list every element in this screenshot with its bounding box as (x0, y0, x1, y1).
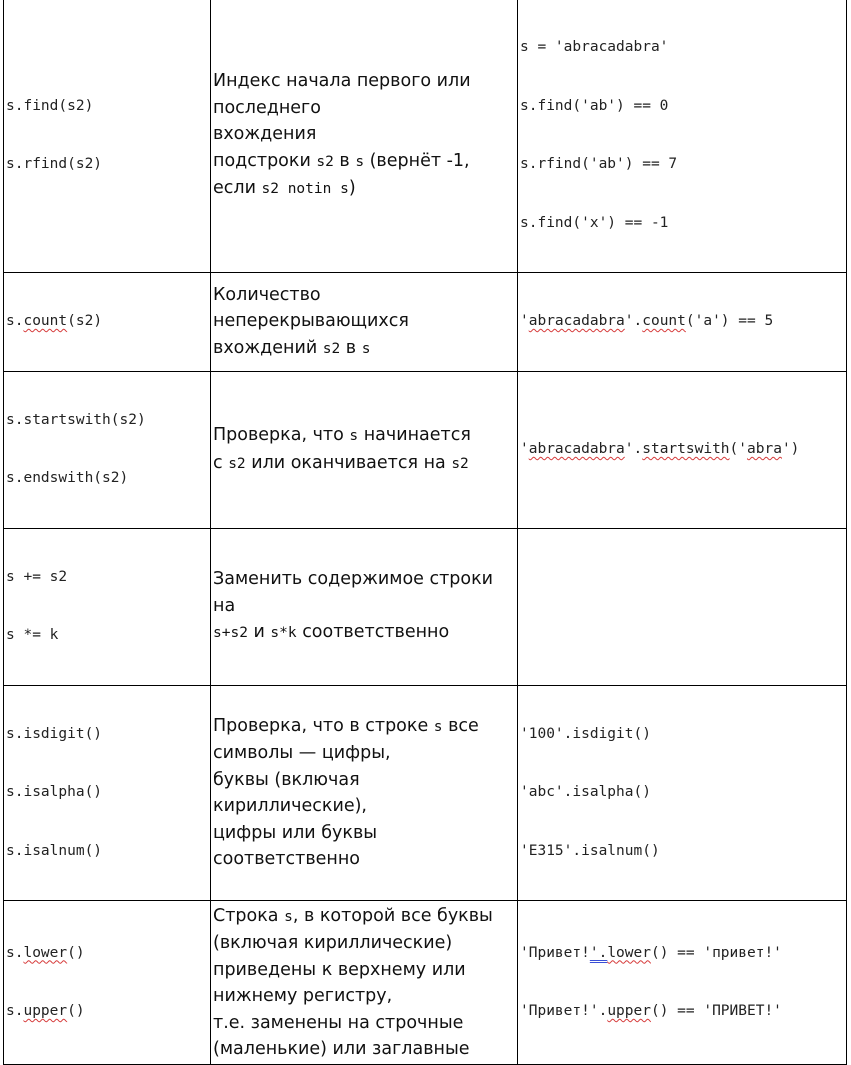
description-cell (211, 273, 518, 372)
example-line: '100'.isdigit() (520, 725, 651, 742)
example-line: s.find('ab') == 0 (520, 97, 669, 114)
method-name: s += s2 (6, 568, 68, 585)
description-line: т.е. заменены на строчные (213, 1012, 464, 1033)
method-cell (4, 371, 211, 528)
example-line: 'Привет!'.upper() == 'ПРИВЕТ!' (520, 1003, 782, 1019)
description-line: Строка s, в которой все буквы (213, 905, 493, 926)
example-line: 'abc'.isalpha() (520, 784, 651, 800)
example-line: 'E315'.isalnum() (520, 842, 660, 859)
table-row-startswith (4, 371, 847, 528)
description-line: нижнему регистру, (213, 986, 393, 1006)
method-name: s.upper() (6, 1003, 85, 1019)
description-line: последнего (213, 97, 321, 118)
example-line: s.rfind('ab') == 7 (520, 156, 678, 172)
example-line: s.find('x') == -1 (520, 214, 669, 231)
table-row-concat (4, 528, 847, 685)
table-row-lower (4, 901, 847, 1065)
description-line: вхождения (213, 124, 317, 145)
method-name: s.lower() (6, 944, 85, 961)
description-cell (211, 371, 518, 528)
description-line: Проверка, что в строке s все (213, 715, 479, 736)
description-line: приведены к верхнему или (213, 959, 466, 980)
description-line: цифры или буквы (213, 822, 378, 843)
example-line: 'abracadabra'.startswith('abra') (520, 440, 800, 457)
description-line: вхождений s2 в s (213, 337, 371, 358)
description-line: (включая кириллические) (213, 933, 453, 953)
description-line: Проверка, что s начинается (213, 425, 471, 445)
table-row-find (4, 0, 847, 273)
string-methods-table (3, 0, 847, 1065)
description-line: если s2 notin s) (213, 178, 356, 199)
example-line: 'Привет!'.lower() == 'привет!' (520, 944, 782, 961)
method-cell (4, 901, 211, 1065)
table-row-count (4, 273, 847, 372)
method-cell (4, 273, 211, 372)
example-line: 'abracadabra'.count('a') == 5 (520, 313, 774, 329)
method-name: s.endswith(s2) (6, 470, 129, 486)
method-name: s.rfind(s2) (6, 156, 103, 172)
example-cell (518, 685, 847, 901)
method-name: s *= k (6, 627, 59, 643)
table-row-isdigit (4, 685, 847, 901)
example-cell (518, 273, 847, 372)
method-name: s.isalpha() (6, 784, 103, 800)
description-line: соответственно (213, 849, 360, 870)
method-cell (4, 0, 211, 273)
method-name: s.count(s2) (6, 313, 103, 329)
example-cell (518, 0, 847, 273)
description-line: буквы (включая кириллические), (213, 769, 367, 817)
description-line: с s2 или оканчивается на s2 (213, 452, 469, 473)
description-line: (маленькие) или заглавные (213, 1039, 470, 1059)
method-name: s.isalnum() (6, 842, 103, 859)
description-line: s+s2 и s*k соответственно (213, 622, 450, 643)
description-line: Количество (213, 284, 321, 305)
description-line: неперекрывающихся (213, 311, 409, 331)
description-line: подстроки s2 в s (вернёт -1, (213, 150, 470, 171)
description-cell (211, 901, 518, 1065)
example-line: s = 'abracadabra' (520, 39, 669, 55)
method-name: s.isdigit() (6, 725, 103, 742)
example-cell (518, 901, 847, 1065)
example-cell (518, 528, 847, 685)
description-cell (211, 0, 518, 273)
description-line: Заменить содержимое строки на (213, 569, 494, 616)
method-cell (4, 685, 211, 901)
method-cell (4, 528, 211, 685)
description-cell (211, 528, 518, 685)
description-line: Индекс начала первого или (213, 71, 471, 92)
method-name: s.startswith(s2) (6, 411, 146, 428)
method-name: s.find(s2) (6, 97, 94, 114)
example-cell (518, 371, 847, 528)
description-cell (211, 685, 518, 901)
description-line: символы — цифры, (213, 743, 391, 764)
